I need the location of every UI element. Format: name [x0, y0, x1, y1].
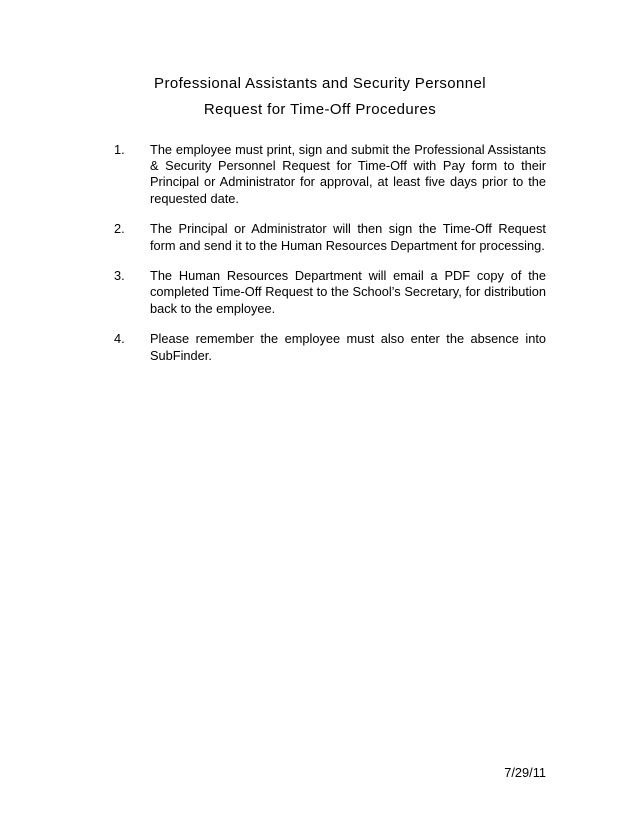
step-text: The Principal or Administrator will then sign the Time-Off Request form and send it to the Human Resources Department for processing.	[150, 221, 546, 253]
step-number: 2.	[114, 221, 125, 237]
procedure-list	[114, 142, 546, 378]
procedure-step-2	[114, 221, 546, 253]
footer-date: 7/29/11	[504, 765, 546, 780]
step-number: 3.	[114, 268, 125, 284]
procedure-step-1	[114, 142, 546, 207]
document-subtitle: Request for Time-Off Procedures	[203, 101, 437, 118]
step-text: The employee must print, sign and submit the Professional Assistants & Security Personnel Request for Time-Off with Pay form to their Principal or Administrator for approval, at least five days prior to the requested date.	[150, 142, 546, 206]
procedure-step-3	[114, 268, 546, 317]
step-text: Please remember the employee must also enter the absence into SubFinder.	[150, 331, 546, 363]
step-number: 4.	[114, 331, 125, 347]
document-title: Professional Assistants and Security Personnel	[154, 75, 486, 92]
procedure-step-4	[114, 331, 546, 363]
step-number: 1.	[114, 142, 125, 157]
step-text: The Human Resources Department will email a PDF copy of the completed Time-Off Request to the School’s Secretary, for distribution back to the employee.	[150, 268, 546, 316]
